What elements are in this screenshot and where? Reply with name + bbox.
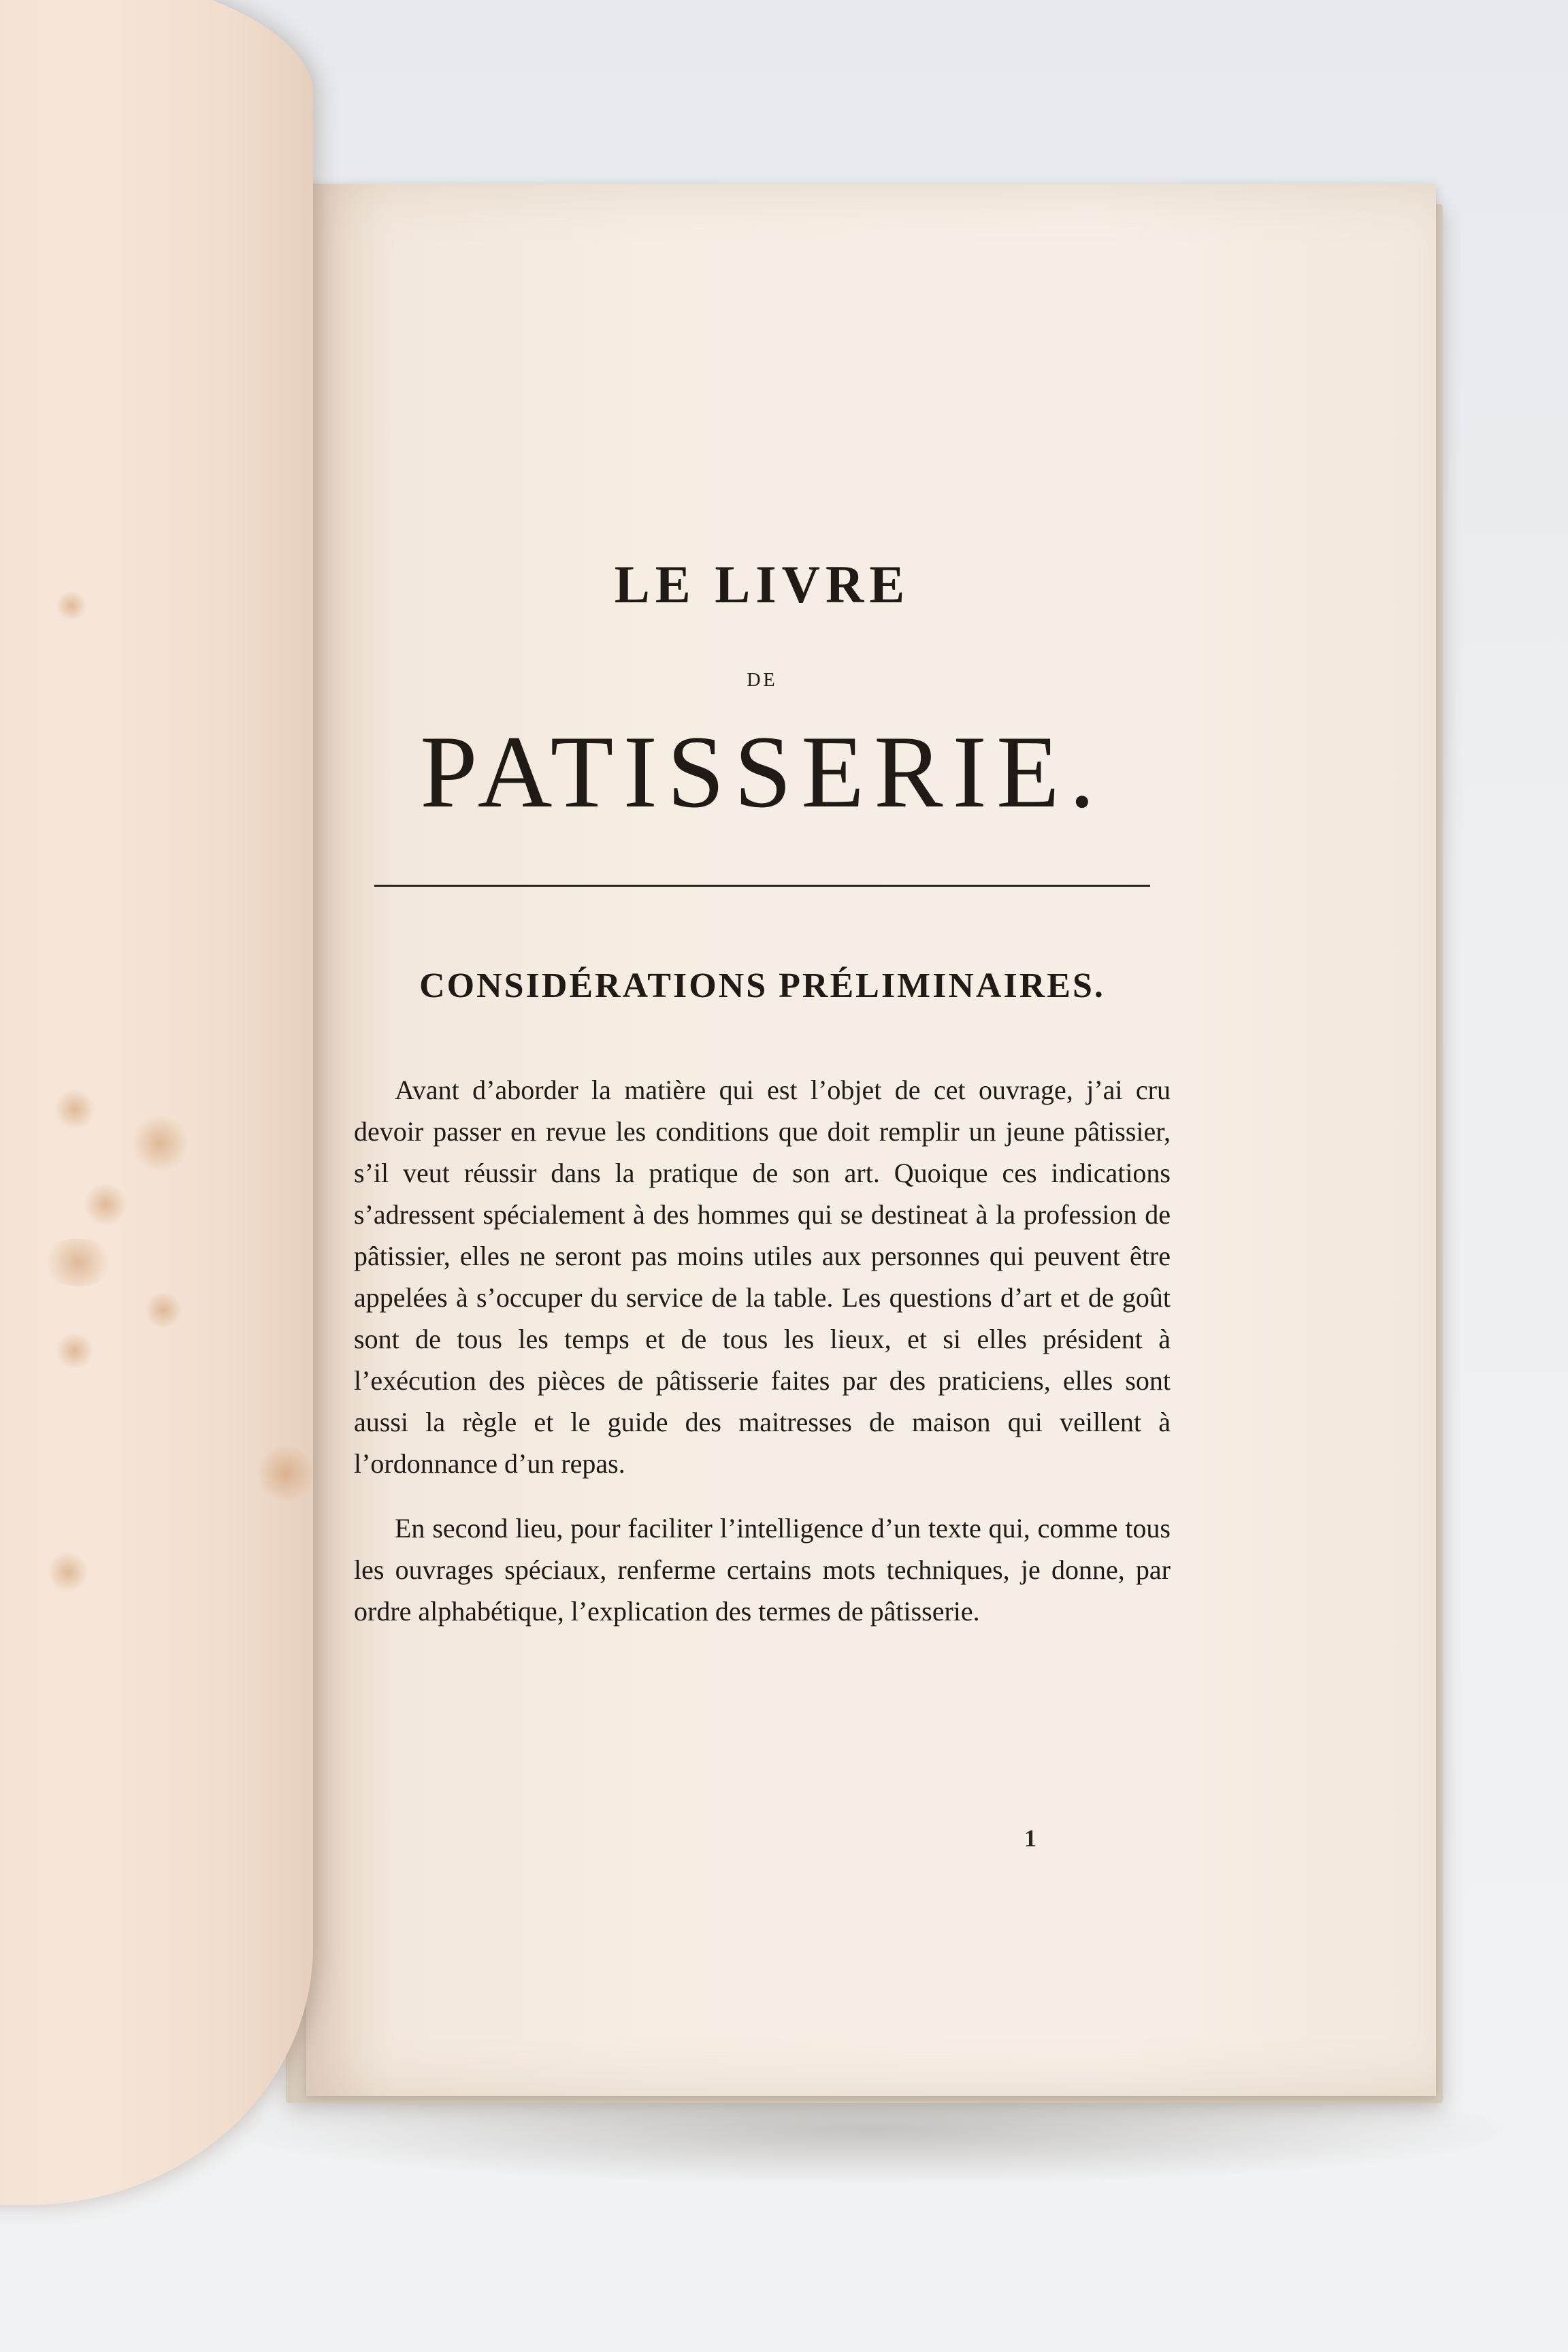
foxing-stain bbox=[54, 592, 88, 619]
text-block bbox=[354, 555, 1171, 1632]
left-page-curl bbox=[0, 0, 313, 2205]
page-number: 1 bbox=[1024, 1825, 1036, 1852]
paragraph: En second lieu, pour faciliter l’intelligence d’un texte qui, comme tous les ouvrages spéciaux, renferme certains mots techniques, je donne, par ordre alphabétique, l’explication des termes de pâtisserie. bbox=[354, 1513, 1171, 1627]
foxing-stain bbox=[259, 1443, 313, 1504]
foxing-stain bbox=[54, 1089, 95, 1130]
title-line-1: LE LIVRE bbox=[614, 555, 911, 614]
title-line-3: PATISSERIE. bbox=[420, 715, 1105, 829]
foxing-stain bbox=[82, 1184, 129, 1225]
section-heading: CONSIDÉRATIONS PRÉLIMINAIRES. bbox=[419, 966, 1105, 1005]
foxing-stain bbox=[48, 1552, 88, 1592]
foxing-stain bbox=[143, 1293, 184, 1327]
foxing-stain bbox=[129, 1116, 191, 1171]
horizontal-rule bbox=[374, 885, 1150, 887]
foxing-stain bbox=[54, 1334, 95, 1368]
title-line-2: DE bbox=[747, 670, 778, 691]
foxing-stain bbox=[41, 1239, 116, 1286]
paragraph: Avant d’aborder la matière qui est l’objet de cet ouvrage, j’ai cru devoir passer en revue les conditions que doit remplir un jeune pâtissier, s’il veut réussir dans la pratique de son art. Quoique ces indications s’adressent spécialement à des hommes qui se destineat à la profession de pâtissier, elles ne seront pas moins utiles aux personnes qui peuvent être appelées à s’occuper du service de la table. Les questions d’art et de goût sont de tous les temps et de tous les lieux, et si elles président à l’exécution des pièces de pâtisserie faites par des praticiens, elles sont aussi la règle et le guide des maitresses de maison qui veillent à l’ordonnance d’un repas. bbox=[354, 1075, 1171, 1479]
